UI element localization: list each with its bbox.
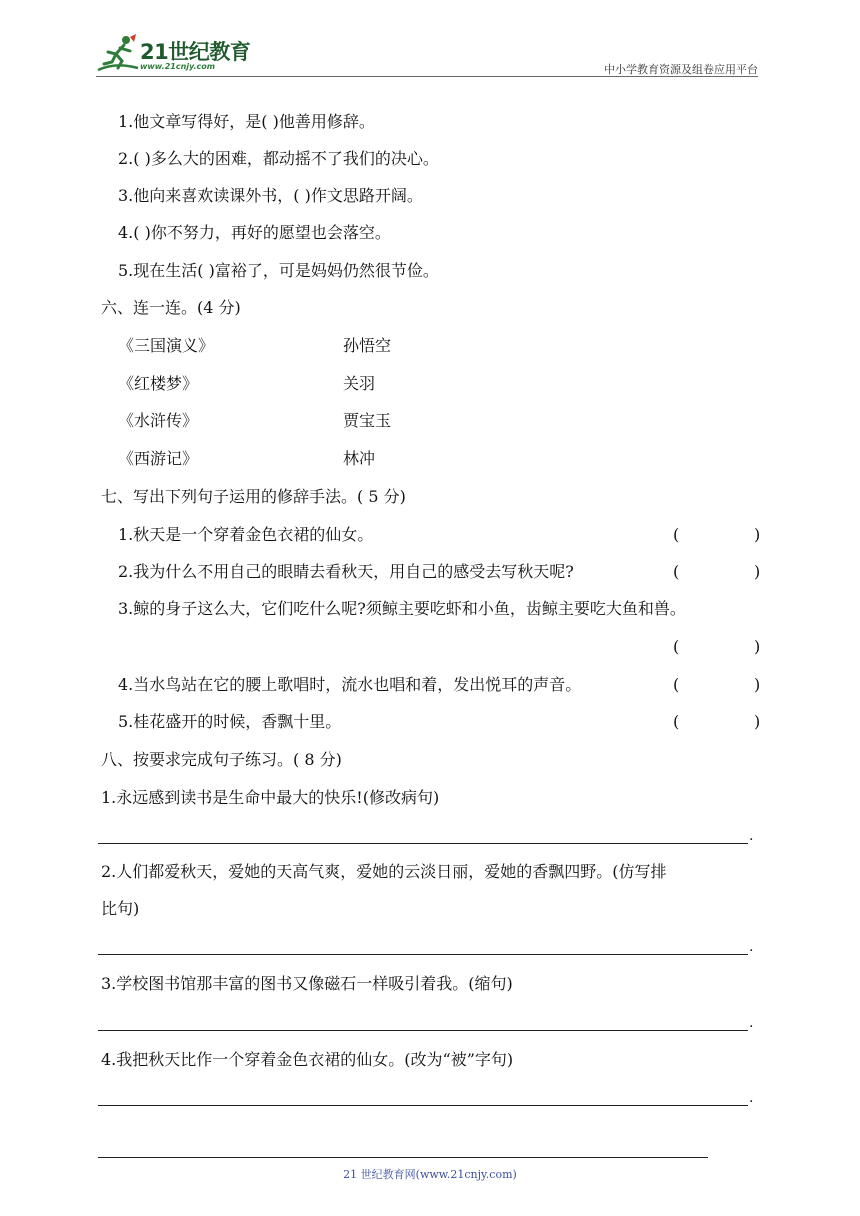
- header-tagline: 中小学教育资源及组卷应用平台: [604, 63, 758, 76]
- section6-title: 六、连一连。(4 分): [101, 298, 241, 317]
- logo: [96, 34, 266, 78]
- logo-url: www.21cnjy.com: [140, 62, 216, 71]
- answer-paren-open-2: (: [673, 562, 680, 581]
- answer-paren-close-1: ): [754, 525, 761, 544]
- answer-paren-open-4: (: [673, 675, 680, 694]
- section7-item-3: 3.鲸的身子这么大，它们吃什么呢?须鲸主要吃虾和小鱼，齿鲸主要吃大鱼和兽。: [118, 599, 686, 618]
- character-3: 贾宝玉: [343, 411, 392, 430]
- section5-item-5: 5.现在生活( )富裕了，可是妈妈仍然很节俭。: [118, 261, 439, 280]
- section8-title: 八、按要求完成句子练习。( 8 分): [101, 750, 342, 769]
- section7-item-1: 1.秋天是一个穿着金色衣裙的仙女。: [118, 525, 374, 544]
- section5-item-4: 4.( )你不努力，再好的愿望也会落空。: [118, 223, 391, 242]
- answer-line-4[interactable]: [98, 1105, 748, 1106]
- character-1: 孙悟空: [343, 336, 392, 355]
- book-title-4: 《西游记》: [118, 449, 199, 468]
- section5-item-1: 1.他文章写得好，是( )他善用修辞。: [118, 112, 375, 131]
- runner-logo-icon: [96, 34, 140, 76]
- answer-line-3[interactable]: [98, 1030, 748, 1031]
- footer-divider: [98, 1157, 708, 1158]
- answer-line-1[interactable]: [98, 843, 748, 844]
- answer-paren-open-3: (: [673, 637, 680, 656]
- answer-paren-open-1: (: [673, 525, 680, 544]
- answer-line-1-end: .: [749, 828, 754, 844]
- section7-item-2: 2.我为什么不用自己的眼睛去看秋天，用自己的感受去写秋天呢?: [118, 562, 574, 581]
- section5-item-3: 3.他向来喜欢读课外书，( )作文思路开阔。: [118, 186, 423, 205]
- answer-line-2-end: .: [749, 939, 754, 955]
- book-title-3: 《水浒传》: [118, 411, 199, 430]
- section8-question-1: 1.永远感到读书是生命中最大的快乐!(修改病句): [101, 788, 440, 807]
- section7-item-5: 5.桂花盛开的时候，香飘十里。: [118, 712, 342, 731]
- character-2: 关羽: [343, 374, 376, 393]
- character-4: 林冲: [343, 449, 376, 468]
- answer-paren-close-4: ): [754, 675, 761, 694]
- book-title-2: 《红楼梦》: [118, 374, 199, 393]
- header-divider: [96, 76, 758, 77]
- answer-paren-close-3: ): [754, 637, 761, 656]
- section7-item-4: 4.当水鸟站在它的腰上歌唱时，流水也唱和着，发出悦耳的声音。: [118, 675, 582, 694]
- answer-line-3-end: .: [749, 1015, 754, 1031]
- answer-line-2[interactable]: [98, 954, 748, 955]
- section8-question-2-line2: 比句): [101, 899, 140, 918]
- section8-question-2-line1: 2.人们都爱秋天，爱她的天高气爽，爱她的云淡日丽，爱她的香飘四野。(仿写排: [101, 862, 667, 881]
- answer-paren-close-5: ): [754, 712, 761, 731]
- section5-item-2: 2.( )多么大的困难，都动摇不了我们的决心。: [118, 149, 439, 168]
- footer-text: 21 世纪教育网(www.21cnjy.com): [343, 1168, 517, 1181]
- book-title-1: 《三国演义》: [118, 336, 215, 355]
- logo-text: 21世纪教育: [140, 40, 251, 64]
- section7-title: 七、写出下列句子运用的修辞手法。( 5 分): [101, 487, 406, 506]
- section8-question-3: 3.学校图书馆那丰富的图书又像磁石一样吸引着我。(缩句): [101, 974, 513, 993]
- answer-paren-open-5: (: [673, 712, 680, 731]
- section8-question-4: 4.我把秋天比作一个穿着金色衣裙的仙女。(改为“被”字句): [101, 1050, 514, 1069]
- answer-line-4-end: .: [749, 1090, 754, 1106]
- answer-paren-close-2: ): [754, 562, 761, 581]
